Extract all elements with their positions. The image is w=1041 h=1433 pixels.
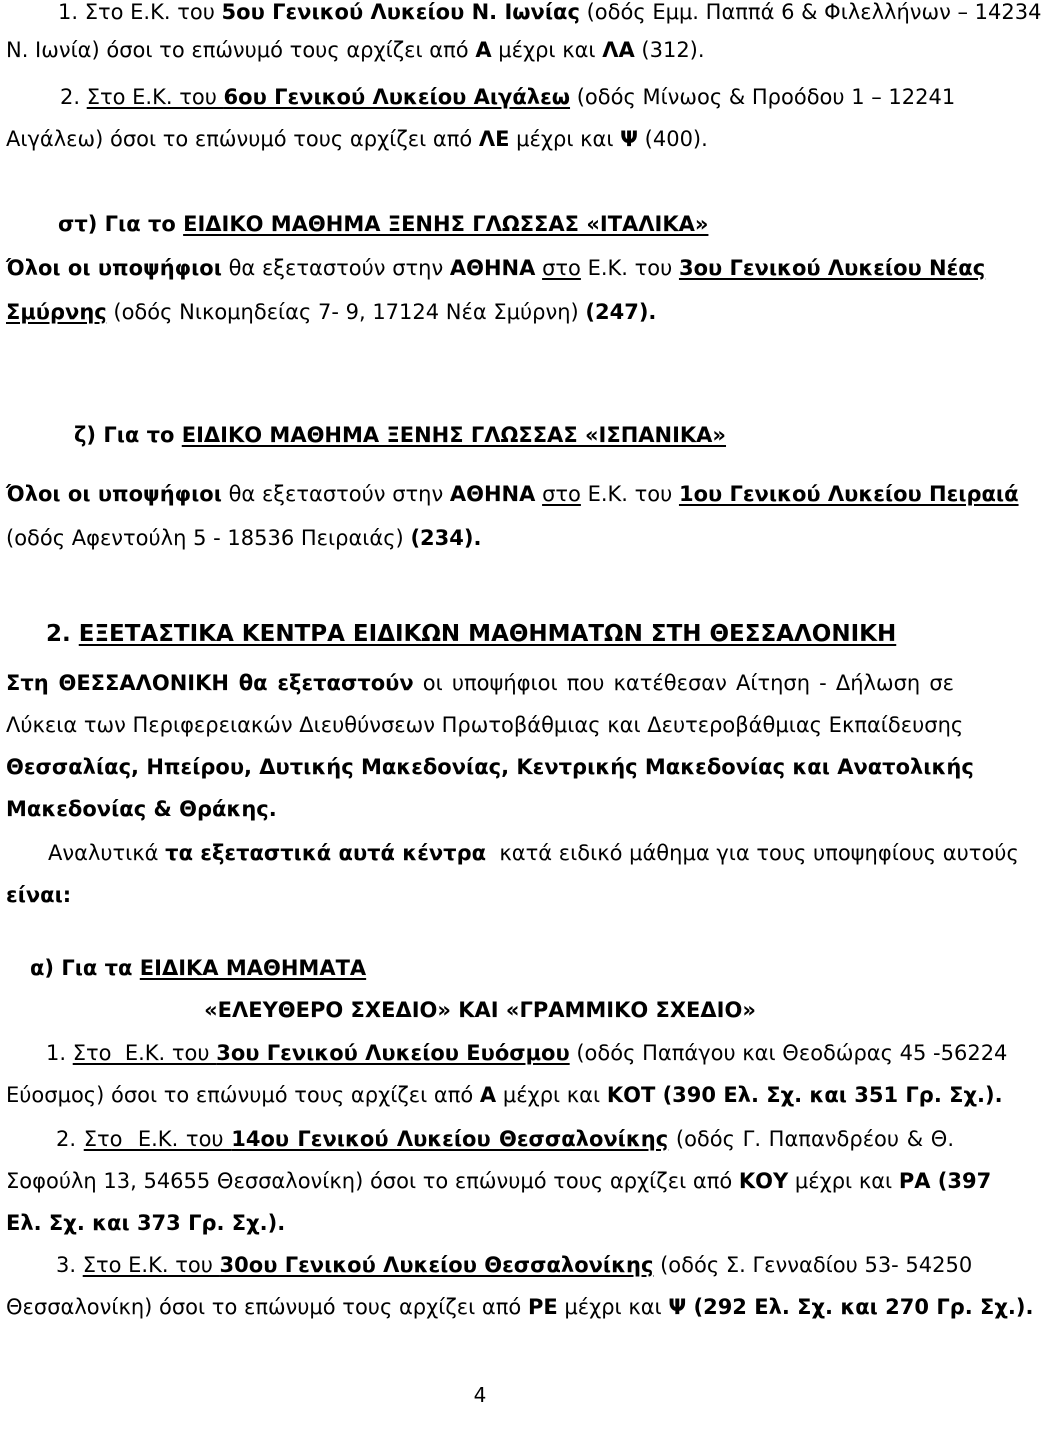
text-segment: 3ου Γενικού Λυκείου Νέας <box>678 256 986 280</box>
text-segment: Στο Ε.Κ. του <box>86 85 224 109</box>
text-segment: (400). <box>637 127 708 151</box>
text-segment: κατά ειδικό μάθημα για τους υποψηφίους αυτούς <box>486 841 1019 865</box>
subsection-subheading <box>0 1000 960 1021</box>
text-segment: 2. <box>60 85 87 109</box>
text-segment: Ε.Κ. του <box>580 482 679 506</box>
text-line <box>6 1169 992 1193</box>
text-segment: Ν. Ιωνία) όσοι το επώνυμό τους αρχίζει από <box>6 38 476 62</box>
text-segment: (οδός Αφεντούλη 5 - 18536 Πειραιάς) <box>6 526 411 550</box>
text-segment: στο <box>542 482 581 506</box>
text-segment: θα εξεταστούν στην <box>221 256 450 280</box>
text-segment: 1. <box>46 1041 73 1065</box>
text-segment: μέχρι και <box>509 127 621 151</box>
text-segment: Ε.Κ. του <box>580 256 679 280</box>
text-segment: ΚΟΥ <box>738 1169 789 1193</box>
text-line <box>58 0 1041 24</box>
text-segment: (247). <box>585 300 657 324</box>
text-segment: 1. Στο Ε.Κ. του <box>58 0 222 24</box>
text-segment: ΑΘΗΝΑ <box>449 482 536 506</box>
text-line <box>6 302 906 323</box>
text-segment: Ψ (292 Ελ. Σχ. και 270 Γρ. Σχ.). <box>668 1295 1034 1319</box>
text-segment: τα εξεταστικά αυτά κέντρα <box>165 841 487 865</box>
text-segment: 5ου Γενικού Λυκείου Ν. Ιωνίας <box>221 0 580 24</box>
text-segment: ζ) Για το <box>74 423 182 447</box>
section-heading-thessaloniki <box>46 623 946 646</box>
text-segment: Στη ΘΕΣΣΑΛΟΝΙΚΗ θα εξεταστούν <box>6 671 414 695</box>
text-segment: ΕΙΔΙΚΑ ΜΑΘΗΜΑΤΑ <box>139 956 367 980</box>
text-segment: (οδός Νικομηδείας 7- 9, 17124 Νέα Σμύρνη) <box>106 300 586 324</box>
text-segment: μέχρι και <box>557 1295 669 1319</box>
text-segment: Σοφούλη 13, 54655 Θεσσαλονίκη) όσοι το επώνυμό τους αρχίζει από <box>6 1169 739 1193</box>
text-segment: «ΕΛΕΥΘΕΡΟ ΣΧΕΔΙΟ» ΚΑΙ «ΓΡΑΜΜΙΚΟ ΣΧΕΔΙΟ» <box>204 998 756 1022</box>
text-segment: Αναλυτικά <box>48 841 166 865</box>
text-line <box>6 40 906 61</box>
text-segment: (312). <box>634 38 705 62</box>
text-line <box>6 885 906 906</box>
text-segment: ΕΞΕΤΑΣΤΙΚΑ ΚΕΝΤΡΑ ΕΙΔΙΚΩΝ ΜΑΘΗΜΑΤΩΝ ΣΤΗ ΘΕΣΣΑΛΟΝΙΚΗ <box>78 621 897 647</box>
text-segment: 6ου Γενικού Λυκείου Αιγάλεω <box>223 85 571 109</box>
section-heading-spanish <box>74 425 944 446</box>
text-segment: Αιγάλεω) όσοι το επώνυμό τους αρχίζει από <box>6 127 479 151</box>
text-segment: Α <box>475 38 492 62</box>
text-segment: 2. <box>46 621 79 647</box>
text-line <box>6 673 954 694</box>
text-line <box>6 129 906 150</box>
text-segment: Α <box>479 1083 497 1107</box>
text-segment: Σμύρνης <box>6 300 107 324</box>
text-segment: Στο Ε.Κ. του <box>83 1127 232 1151</box>
text-line <box>6 528 906 549</box>
text-segment: Εύοσμος) όσοι το επώνυμό τους αρχίζει από <box>6 1083 480 1107</box>
text-segment: 3ου Γενικού Λυκείου Ευόσμου <box>216 1041 570 1065</box>
text-line <box>6 799 906 820</box>
text-line <box>56 1129 954 1150</box>
text-segment: 2. <box>56 1127 84 1151</box>
text-segment: Θεσσαλίας, Ηπείρου, Δυτικής Μακεδονίας, Κεντρικής Μακεδονίας και Ανατολικής <box>6 755 974 779</box>
text-segment: ΡΕ <box>527 1295 558 1319</box>
text-segment: οι υποψήφιοι που κατέθεσαν Αίτηση - Δήλωση σε <box>413 671 954 695</box>
text-segment: μέχρι και <box>491 38 603 62</box>
text-segment: 1ου Γενικού Λυκείου Πειραιά <box>678 482 1019 506</box>
text-line <box>6 482 1019 506</box>
text-segment: 14ου Γενικού Λυκείου Θεσσαλονίκης <box>231 1127 669 1151</box>
text-segment: είναι: <box>6 883 72 907</box>
text-segment: (οδός Μίνωος & Προόδου 1 – 12241 <box>570 85 956 109</box>
text-line <box>56 1253 973 1277</box>
text-line <box>48 841 1019 865</box>
page-number: 4 <box>473 1383 487 1407</box>
text-segment: Λύκεια των Περιφερειακών Διευθύνσεων Πρωτοβάθμιας και Δευτεροβάθμιας Εκπαίδευσης <box>6 713 964 737</box>
text-segment: (οδός Εμμ. Παππά 6 & Φιλελλήνων – 14234 <box>579 0 1041 24</box>
text-segment: ΑΘΗΝΑ <box>449 256 536 280</box>
text-segment: Ελ. Σχ. και 373 Γρ. Σχ.). <box>6 1211 286 1235</box>
text-segment: (οδός Γ. Παπανδρέου & Θ. <box>668 1127 955 1151</box>
text-segment: ΛΑ <box>602 38 635 62</box>
text-line <box>46 1041 1008 1065</box>
text-segment: Όλοι οι υποψήφιοι <box>6 482 222 506</box>
text-segment: Ψ <box>620 127 638 151</box>
text-line <box>6 755 974 779</box>
text-line <box>6 1213 906 1234</box>
text-segment: Όλοι οι υποψήφιοι <box>6 256 222 280</box>
text-line <box>60 85 956 109</box>
text-line <box>6 256 986 280</box>
text-segment: 30ου Γενικού Λυκείου Θεσσαλονίκης <box>219 1253 654 1277</box>
text-segment: α) Για τα <box>30 956 140 980</box>
text-line <box>6 1295 1034 1319</box>
text-segment: μέχρι και <box>788 1169 899 1193</box>
text-segment: Στο Ε.Κ. του <box>82 1253 220 1277</box>
text-segment: στ) Για το <box>58 212 184 236</box>
text-segment: ΕΙΔΙΚΟ ΜΑΘΗΜΑ ΞΕΝΗΣ ΓΛΩΣΣΑΣ «ΙΣΠΑΝΙΚΑ» <box>181 423 727 447</box>
text-segment: θα εξεταστούν στην <box>221 482 450 506</box>
text-segment: ΕΙΔΙΚΟ ΜΑΘΗΜΑ ΞΕΝΗΣ ΓΛΩΣΣΑΣ «ΙΤΑΛΙΚΑ» <box>183 212 709 236</box>
text-segment: (234). <box>410 526 482 550</box>
text-segment: μέχρι και <box>496 1083 607 1107</box>
text-segment: ΡΑ (397 <box>898 1169 992 1193</box>
section-heading-italian <box>58 214 938 235</box>
text-segment: στο <box>542 256 581 280</box>
text-segment: 3. <box>56 1253 83 1277</box>
text-segment: ΛΕ <box>478 127 510 151</box>
text-segment: Στο Ε.Κ. του <box>72 1041 217 1065</box>
subsection-heading <box>30 958 930 979</box>
text-segment: (οδός Σ. Γενναδίου 53- 54250 <box>653 1253 973 1277</box>
text-segment: Μακεδονίας & Θράκης. <box>6 797 277 821</box>
text-line <box>6 713 964 737</box>
text-line <box>6 1083 1003 1107</box>
text-segment: ΚΟΤ (390 Ελ. Σχ. και 351 Γρ. Σχ.). <box>606 1083 1003 1107</box>
text-segment: Θεσσαλονίκη) όσοι το επώνυμό τους αρχίζει από <box>6 1295 528 1319</box>
text-segment: (οδός Παπάγου και Θεοδώρας 45 -56224 <box>569 1041 1008 1065</box>
